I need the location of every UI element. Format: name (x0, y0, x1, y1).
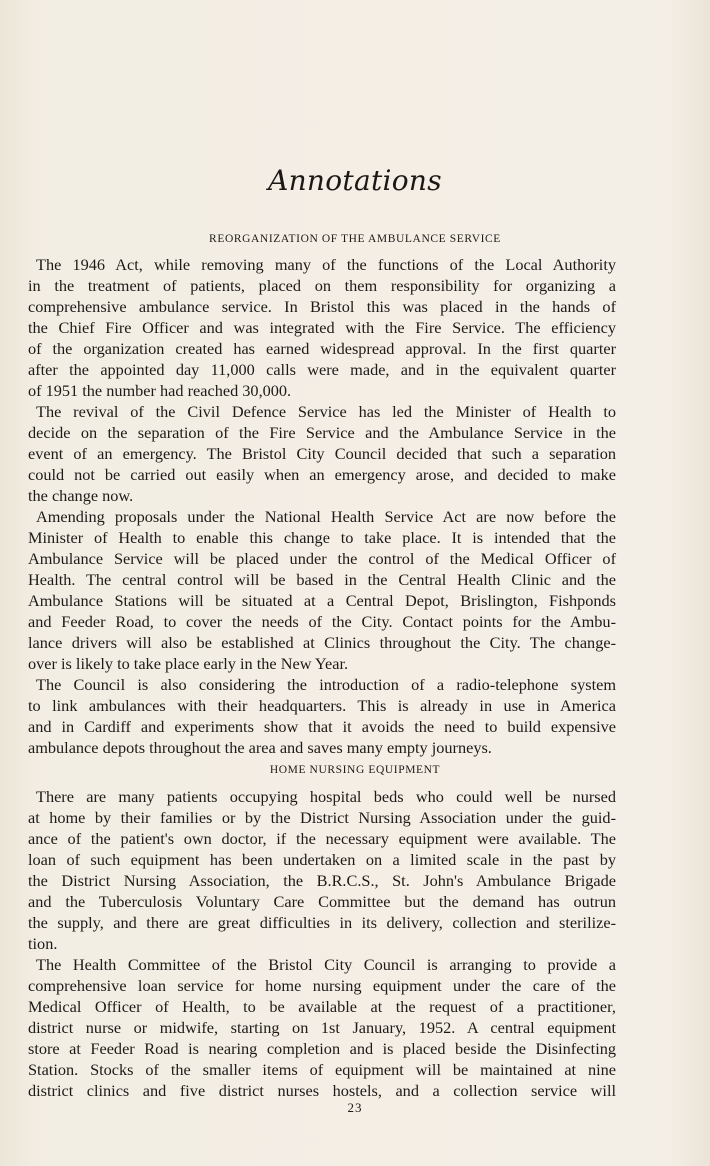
text-line: Ambulance Stations will be situated at a Central Depot, Brislington, Fishponds (28, 591, 616, 610)
text-line: and Feeder Road, to cover the needs of the City. Contact points for the Ambu- (28, 612, 616, 631)
text-line: The Health Committee of the Bristol City Council is arranging to provide a (36, 955, 616, 974)
text-line: and in Cardiff and experiments show that it avoids the need to build expensive (28, 717, 616, 736)
section-heading-home-nursing: HOME NURSING EQUIPMENT (269, 764, 441, 776)
text-line: district nurse or midwife, starting on 1st January, 1952. A central equipment (28, 1018, 616, 1037)
text-line: of 1951 the number had reached 30,000. (28, 381, 292, 400)
text-line: loan of such equipment has been undertaken on a limited scale in the past by (28, 850, 616, 869)
text-line: The Council is also considering the introduction of a radio-telephone system (36, 675, 616, 694)
text-line: lance drivers will also be established at Clinics throughout the City. The change- (28, 633, 616, 652)
section-heading-ambulance: REORGANIZATION OF THE AMBULANCE SERVICE (209, 233, 501, 245)
text-line: in the treatment of patients, placed on them responsibility for organizing a (28, 276, 616, 295)
section-body-ambulance (28, 254, 616, 758)
text-line: Minister of Health to enable this change to take place. It is intended that the (28, 528, 616, 547)
text-line: district clinics and five district nurses hostels, and a collection service will (28, 1081, 616, 1100)
page-number: 23 (347, 1100, 363, 1115)
text-line: The 1946 Act, while removing many of the functions of the Local Authority (36, 255, 616, 274)
text-line: comprehensive ambulance service. In Bristol this was placed in the hands of (28, 297, 616, 316)
text-line: ance of the patient's own doctor, if the necessary equipment were available. The (28, 829, 616, 848)
text-line: over is likely to take place early in the New Year. (28, 654, 349, 673)
text-line: could not be carried out easily when an emergency arose, and decided to make (28, 465, 616, 484)
text-line: decide on the separation of the Fire Service and the Ambulance Service in the (28, 423, 616, 442)
text-line: comprehensive loan service for home nursing equipment under the care of the (28, 976, 616, 995)
text-line: the District Nursing Association, the B.R.C.S., St. John's Ambulance Brigade (28, 871, 616, 890)
text-line: The revival of the Civil Defence Service has led the Minister of Health to (36, 402, 616, 421)
text-line: event of an emergency. The Bristol City Council decided that such a separation (28, 444, 616, 463)
text-line: the Chief Fire Officer and was integrated with the Fire Service. The efficiency (28, 318, 616, 337)
text-line: tion. (28, 934, 58, 953)
text-line: Health. The central control will be based in the Central Health Clinic and the (28, 570, 616, 589)
text-line: Ambulance Service will be placed under the control of the Medical Officer of (28, 549, 616, 568)
text-line: the change now. (28, 486, 134, 505)
text-line: and the Tuberculosis Voluntary Care Committee but the demand has outrun (28, 892, 616, 911)
text-line: Medical Officer of Health, to be available at the request of a practitioner, (28, 997, 616, 1016)
text-line: to link ambulances with their headquarters. This is already in use in America (28, 696, 616, 715)
page-title: Annotations (268, 164, 442, 197)
text-line: There are many patients occupying hospital beds who could well be nursed (36, 787, 616, 806)
text-line: at home by their families or by the District Nursing Association under the guid- (28, 808, 616, 827)
text-line: the supply, and there are great difficulties in its delivery, collection and sterilize- (28, 913, 616, 932)
text-line: store at Feeder Road is nearing completion and is placed beside the Disinfecting (28, 1039, 616, 1058)
text-line: after the appointed day 11,000 calls were made, and in the equivalent quarter (28, 360, 616, 379)
text-line: ambulance depots throughout the area and saves many empty journeys. (28, 738, 492, 757)
section-body-home-nursing (28, 786, 616, 1101)
text-line: Amending proposals under the National Health Service Act are now before the (36, 507, 616, 526)
text-line: Station. Stocks of the smaller items of equipment will be maintained at nine (28, 1060, 616, 1079)
text-line: of the organization created has earned widespread approval. In the first quarter (28, 339, 616, 358)
